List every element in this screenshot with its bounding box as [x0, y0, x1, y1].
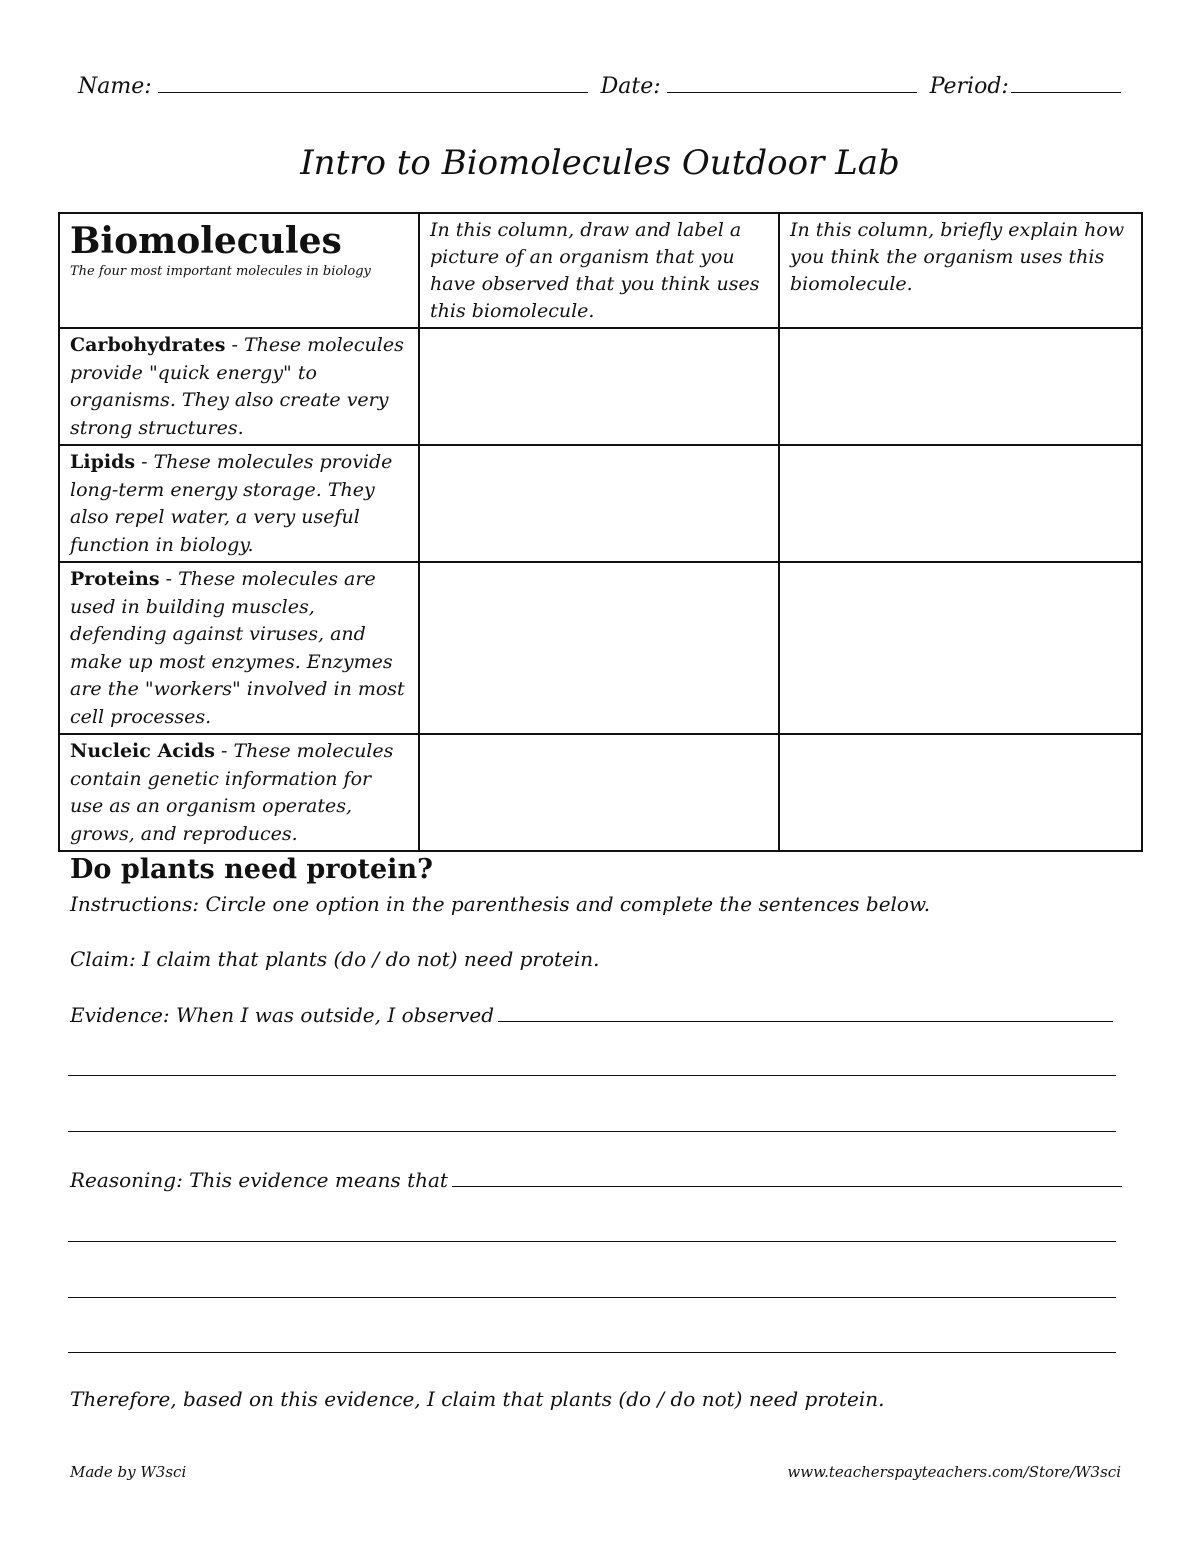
reasoning-prompt: Reasoning: This evidence means that [70, 1168, 448, 1192]
table-subtitle: The four most important molecules in biology [70, 264, 371, 279]
table-row [59, 734, 1142, 851]
evidence-line [70, 1001, 1113, 1027]
reasoning-blank[interactable] [452, 1166, 1122, 1187]
header-fields [78, 72, 1123, 99]
name-blank[interactable] [158, 72, 588, 93]
biomolecule-cell [59, 734, 419, 851]
date-blank[interactable] [667, 72, 917, 93]
draw-column-instructions: In this column, draw and label a picture of an organism that you have observed that you think uses this biomolecule. [430, 219, 760, 322]
term-separator: - [135, 451, 154, 473]
instructions-text: Instructions: Circle one option in the parenthesis and complete the sentences below. [70, 892, 931, 916]
section-heading: Do plants need protein? [70, 854, 433, 885]
draw-answer-cell[interactable] [419, 328, 779, 445]
biomolecule-term: Proteins [70, 568, 160, 590]
term-separator: - [159, 568, 179, 590]
reasoning-answer-line[interactable] [68, 1297, 1116, 1298]
evidence-prompt: Evidence: When I was outside, I observed [70, 1003, 495, 1027]
explain-column-instructions: In this column, briefly explain how you think the organism uses this biomolecule. [790, 219, 1125, 295]
biomolecule-term: Lipids [70, 451, 136, 473]
term-separator: - [225, 334, 244, 356]
reasoning-answer-line[interactable] [68, 1352, 1116, 1353]
explain-answer-cell[interactable] [779, 562, 1142, 734]
evidence-blank[interactable] [498, 1001, 1113, 1022]
claim-text: Claim: I claim that plants (do / do not) need protein. [70, 947, 600, 971]
draw-answer-cell[interactable] [419, 562, 779, 734]
evidence-answer-line[interactable] [68, 1075, 1116, 1076]
biomolecule-term: Nucleic Acids [70, 740, 215, 762]
biomolecule-cell [59, 562, 419, 734]
period-label: Period: [929, 74, 1009, 99]
reasoning-answer-line[interactable] [68, 1241, 1116, 1242]
draw-answer-cell[interactable] [419, 734, 779, 851]
footer-url: www.teacherspayteachers.com/Store/W3sci [787, 1463, 1121, 1481]
biomolecule-cell [59, 445, 419, 562]
date-label: Date: [600, 74, 661, 99]
table-row [59, 562, 1142, 734]
reasoning-line [70, 1166, 1122, 1192]
period-blank[interactable] [1011, 72, 1121, 93]
biomolecule-description: These molecules provide long-term energy storage. They also repel water, a very useful function in biology. [70, 451, 393, 556]
footer-credit: Made by W3sci [70, 1463, 187, 1481]
biomolecule-cell [59, 328, 419, 445]
name-label: Name: [78, 74, 152, 99]
evidence-answer-line[interactable] [68, 1131, 1116, 1132]
biomolecules-table [58, 212, 1143, 852]
explain-answer-cell[interactable] [779, 734, 1142, 851]
biomolecule-description: These molecules provide "quick energy" to organisms. They also create very strong structures. [70, 334, 404, 439]
header-draw-column [419, 213, 779, 328]
explain-answer-cell[interactable] [779, 328, 1142, 445]
page-title: Intro to Biomolecules Outdoor Lab [300, 143, 900, 183]
table-row [59, 445, 1142, 562]
term-separator: - [214, 740, 234, 762]
explain-answer-cell[interactable] [779, 445, 1142, 562]
biomolecule-term: Carbohydrates [70, 334, 226, 356]
draw-answer-cell[interactable] [419, 445, 779, 562]
biomolecule-description: These molecules are used in building muscles, defending against viruses, and make up most enzymes. Enzymes are the "workers" involved in most cell processes. [70, 568, 405, 728]
conclusion-text: Therefore, based on this evidence, I claim that plants (do / do not) need protein. [70, 1387, 885, 1411]
table-row [59, 328, 1142, 445]
header-biomolecules-cell [59, 213, 419, 328]
table-title: Biomolecules [70, 220, 342, 262]
header-explain-column [779, 213, 1142, 328]
table-header-row [59, 213, 1142, 328]
biomolecule-description: These molecules contain genetic information for use as an organism operates, grows, and reproduces. [70, 740, 394, 845]
